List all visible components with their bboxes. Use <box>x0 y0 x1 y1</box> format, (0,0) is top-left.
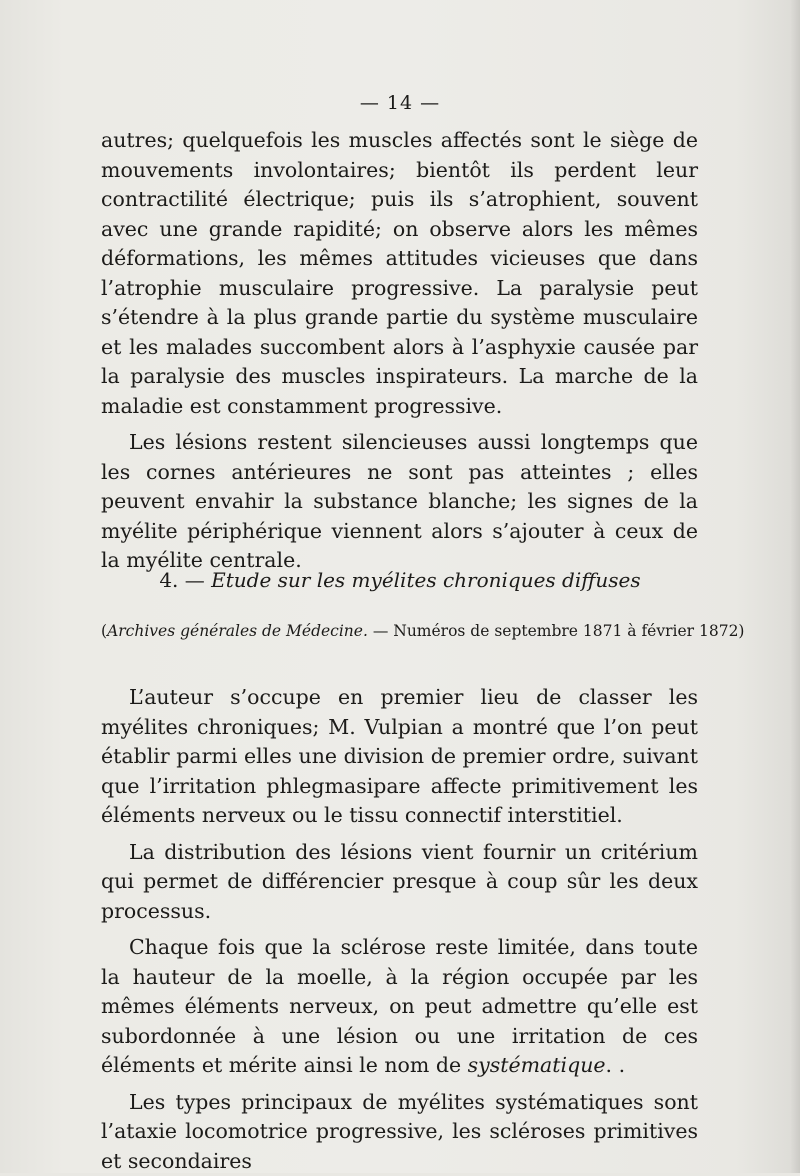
source-citation <box>101 622 698 640</box>
paragraph <box>101 933 698 1081</box>
section-title: Etude sur les myélites chroniques diffuses <box>211 568 641 592</box>
text-block-top <box>101 126 698 576</box>
paragraph: La distribution des lésions vient fournir un critérium qui permet de différencier presque à coup sûr les deux processus. <box>101 838 698 927</box>
paragraph: L’auteur s’occupe en premier lieu de classer les myélites chroniques; M. Vulpian a montré que l’on peut établir parmi elles une division de premier ordre, suivant que l’irritation phlegmasipare affecte primitivement les éléments nerveux ou le tissu connectif interstitiel. <box>101 683 698 831</box>
paragraph: Les types principaux de myélites systématiques sont l’ataxie locomotrice progressive, les scléroses primitives et secondaires <box>101 1088 698 1176</box>
paragraph-text: Chaque fois que la sclérose reste limitée, dans toute la hauteur de la moelle, à la région occupée par les mêmes éléments nerveux, on peut admettre qu’elle est subordonnée à une lésion ou une irritation de ces éléments et mérite ainsi le nom de <box>101 935 698 1077</box>
source-journal: Archives générales de Médecine. <box>107 622 368 640</box>
paragraph: autres; quelquefois les muscles affectés sont le siège de mouvements involontaires; bientôt ils perdent leur contractilité électrique; puis ils s’atrophient, souvent avec une grande rapidité; on observe alors les mêmes déformations, les mêmes attitudes vicieuses que dans l’atrophie musculaire progressive. La paralysie peut s’étendre à la plus grande partie du système musculaire et les malades succombent alors à l’asphyxie causée par la paralysie des muscles inspirateurs. La marche de la maladie est constamment progressive. <box>101 126 698 421</box>
paragraph: Les lésions restent silencieuses aussi longtemps que les cornes antérieures ne sont pas atteintes ; elles peuvent envahir la substance blanche; les signes de la myélite périphérique viennent alors s’ajouter à ceux de la myélite centrale. <box>101 428 698 576</box>
page-number: — 14 — <box>0 92 800 114</box>
paragraph-text: . . <box>606 1053 626 1077</box>
source-open-paren: ( <box>101 622 107 640</box>
section-number: 4. — <box>159 568 211 592</box>
section-heading <box>0 568 800 592</box>
emphasized-term: systématique <box>468 1053 606 1077</box>
text-block-bottom <box>101 683 698 1176</box>
source-issues: — Numéros de septembre 1871 à février 1872) <box>368 622 745 640</box>
